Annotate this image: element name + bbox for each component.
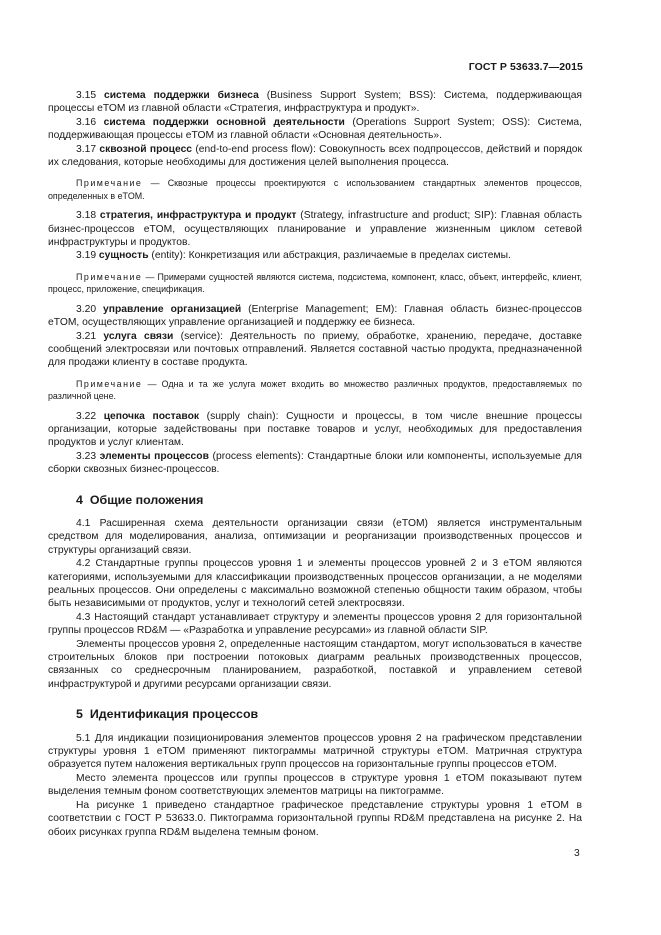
term: система поддержки бизнеса [104,90,259,101]
paragraph-5-1-figures: На рисунке 1 приведено стандартное графическое представление структуры уровня 1 eTOM в соответствии с ГОСТ Р 53633.0. Пиктограмма горизонтальной группы RD&M представлена на рисунке 2. На обоих рисунках группа RD&M выделена темным фоном. [48,799,582,838]
definition-3-22: 3.22 цепочка поставок (supply chain): Сущности и процессы, в том числе внешние процессы организации, которые задействованы при поставке товаров и услуг, необходимых для предоставления продуктов и услуг клиентам. [48,410,582,449]
definition-3-17: 3.17 сквозной процесс (end-to-end process flow): Совокупность всех подпроцессов, действий и порядок их следования, которые необходимы для достижения целей выполнения процесса. [48,143,582,169]
paragraph-4-3-cont: Элементы процессов уровня 2, определенные настоящим стандартом, могут использоваться в качестве строительных блоков при построении потоковых диаграмм реальных производственных процессов, связанных со среднесрочным планированием, разработкой, поставкой и управлением сетевой инфраструктурой и другими ресурсами организации связи. [48,638,582,690]
definition-3-19: 3.19 сущность (entity): Конкретизация или абстракция, различаемые в пределах системы. [76,250,511,262]
term: элементы процессов [99,450,209,462]
paragraph-4-2: 4.2 Стандартные группы процессов уровня 1 и элементы процессов уровней 2 и 3 eTOM являются категориями, используемыми для классификации производственных процессов организации, а не моделями реальных процессов. Они определены с максимально возможной степенью общности таким образом, чтобы быть независимыми от продуктов, услуг и технологий сетей электросвязи. [48,558,582,610]
paragraph-4-1: 4.1 Расширенная схема деятельности организации связи (eTOM) является инструментальным средством для моделирования, анализа, оптимизации и реорганизации производственных процессов и структуры организаций связи. [48,517,582,556]
paragraph-4-3: 4.3 Настоящий стандарт устанавливает структуру и элементы процессов уровня 2 для горизонтальной группы процессов RD&M — «Разработка и управление ресурсами» из главной области SIP. [48,611,582,637]
note-label: Примечание [76,378,143,389]
note-label: Примечание [76,271,143,282]
note-3-17: Примечание — Сквозные процессы проектируются с использованием стандартных элементов процессов, определенных в eTOM. [48,178,582,201]
term: управление организацией [103,303,242,315]
definition-3-23: 3.23 элементы процессов (process elements): Стандартные блоки или компоненты, используемые для сборки сквозных бизнес-процессов. [48,450,582,476]
term: сквозной процесс [99,143,193,155]
document-code: ГОСТ Р 53633.7—2015 [468,61,583,73]
definition-3-21: 3.21 услуга связи (service): Деятельность по приему, обработке, хранению, передаче, доставке сообщений электросвязи или почтовых отправлений. Является составной частью продукта, предназначенной для продажи клиенту в составе продукта. [48,330,582,369]
definition-3-16: 3.16 система поддержки основной деятельности (Operations Support System; OSS): Система, поддерживающая процессы eTOM из главной области «Основная деятельность». [48,116,582,142]
definition-3-15: 3.15 система поддержки бизнеса (Business Support System; BSS): Система, поддерживающая процессы eTOM из главной области «Стратегия, инфраструктура и продукт». [48,90,582,115]
paragraph-5-1: 5.1 Для индикации позиционирования элементов процессов уровня 2 на графическом представлении структуры уровня 1 eTOM применяют пиктограммы матричной структуры eTOM. Матричная структура образуется путем наложения вертикальных групп процессов на горизонтальные группы процессов eTOM. [48,732,582,771]
note-label: Примечание [76,178,143,189]
section-4-heading: 4 Общие положения [76,492,204,507]
term: цепочка поставок [103,410,200,422]
definition-3-20: 3.20 управление организацией (Enterprise Management; EM): Главная область бизнес-процессов eTOM, осуществляющих управление организацией и поддержку ее бизнеса. [48,303,582,329]
term: система поддержки основной деятельности [103,116,345,128]
definition-3-18: 3.18 стратегия, инфраструктура и продукт (Strategy, infrastructure and product; SIP): Главная область бизнес-процессов eTOM, осуществляющих планирование и управление жизненным циклом сетевой инфраструктуры и продуктов. [48,210,582,249]
section-5-heading: 5 Идентификация процессов [76,707,259,722]
page-content [48,89,582,839]
paragraph-5-1-cont: Место элемента процессов или группы процессов в структуре уровня 1 eTOM показывают путем выделения темным фоном соответствующих элементов матрицы на пиктограмме. [48,772,582,798]
note-3-21: Примечание — Одна и та же услуга может входить во множество различных продуктов, предоставляемых по различной цене. [48,378,582,402]
term: сущность [98,250,149,262]
page-number: 3 [574,848,580,859]
term: услуга связи [103,330,174,342]
term: стратегия, инфраструктура и продукт [99,210,297,222]
note-3-19: Примечание — Примерами сущностей являются система, подсистема, компонент, класс, объект, интерфейс, клиент, процесс, приложение, спецификация. [48,271,582,295]
